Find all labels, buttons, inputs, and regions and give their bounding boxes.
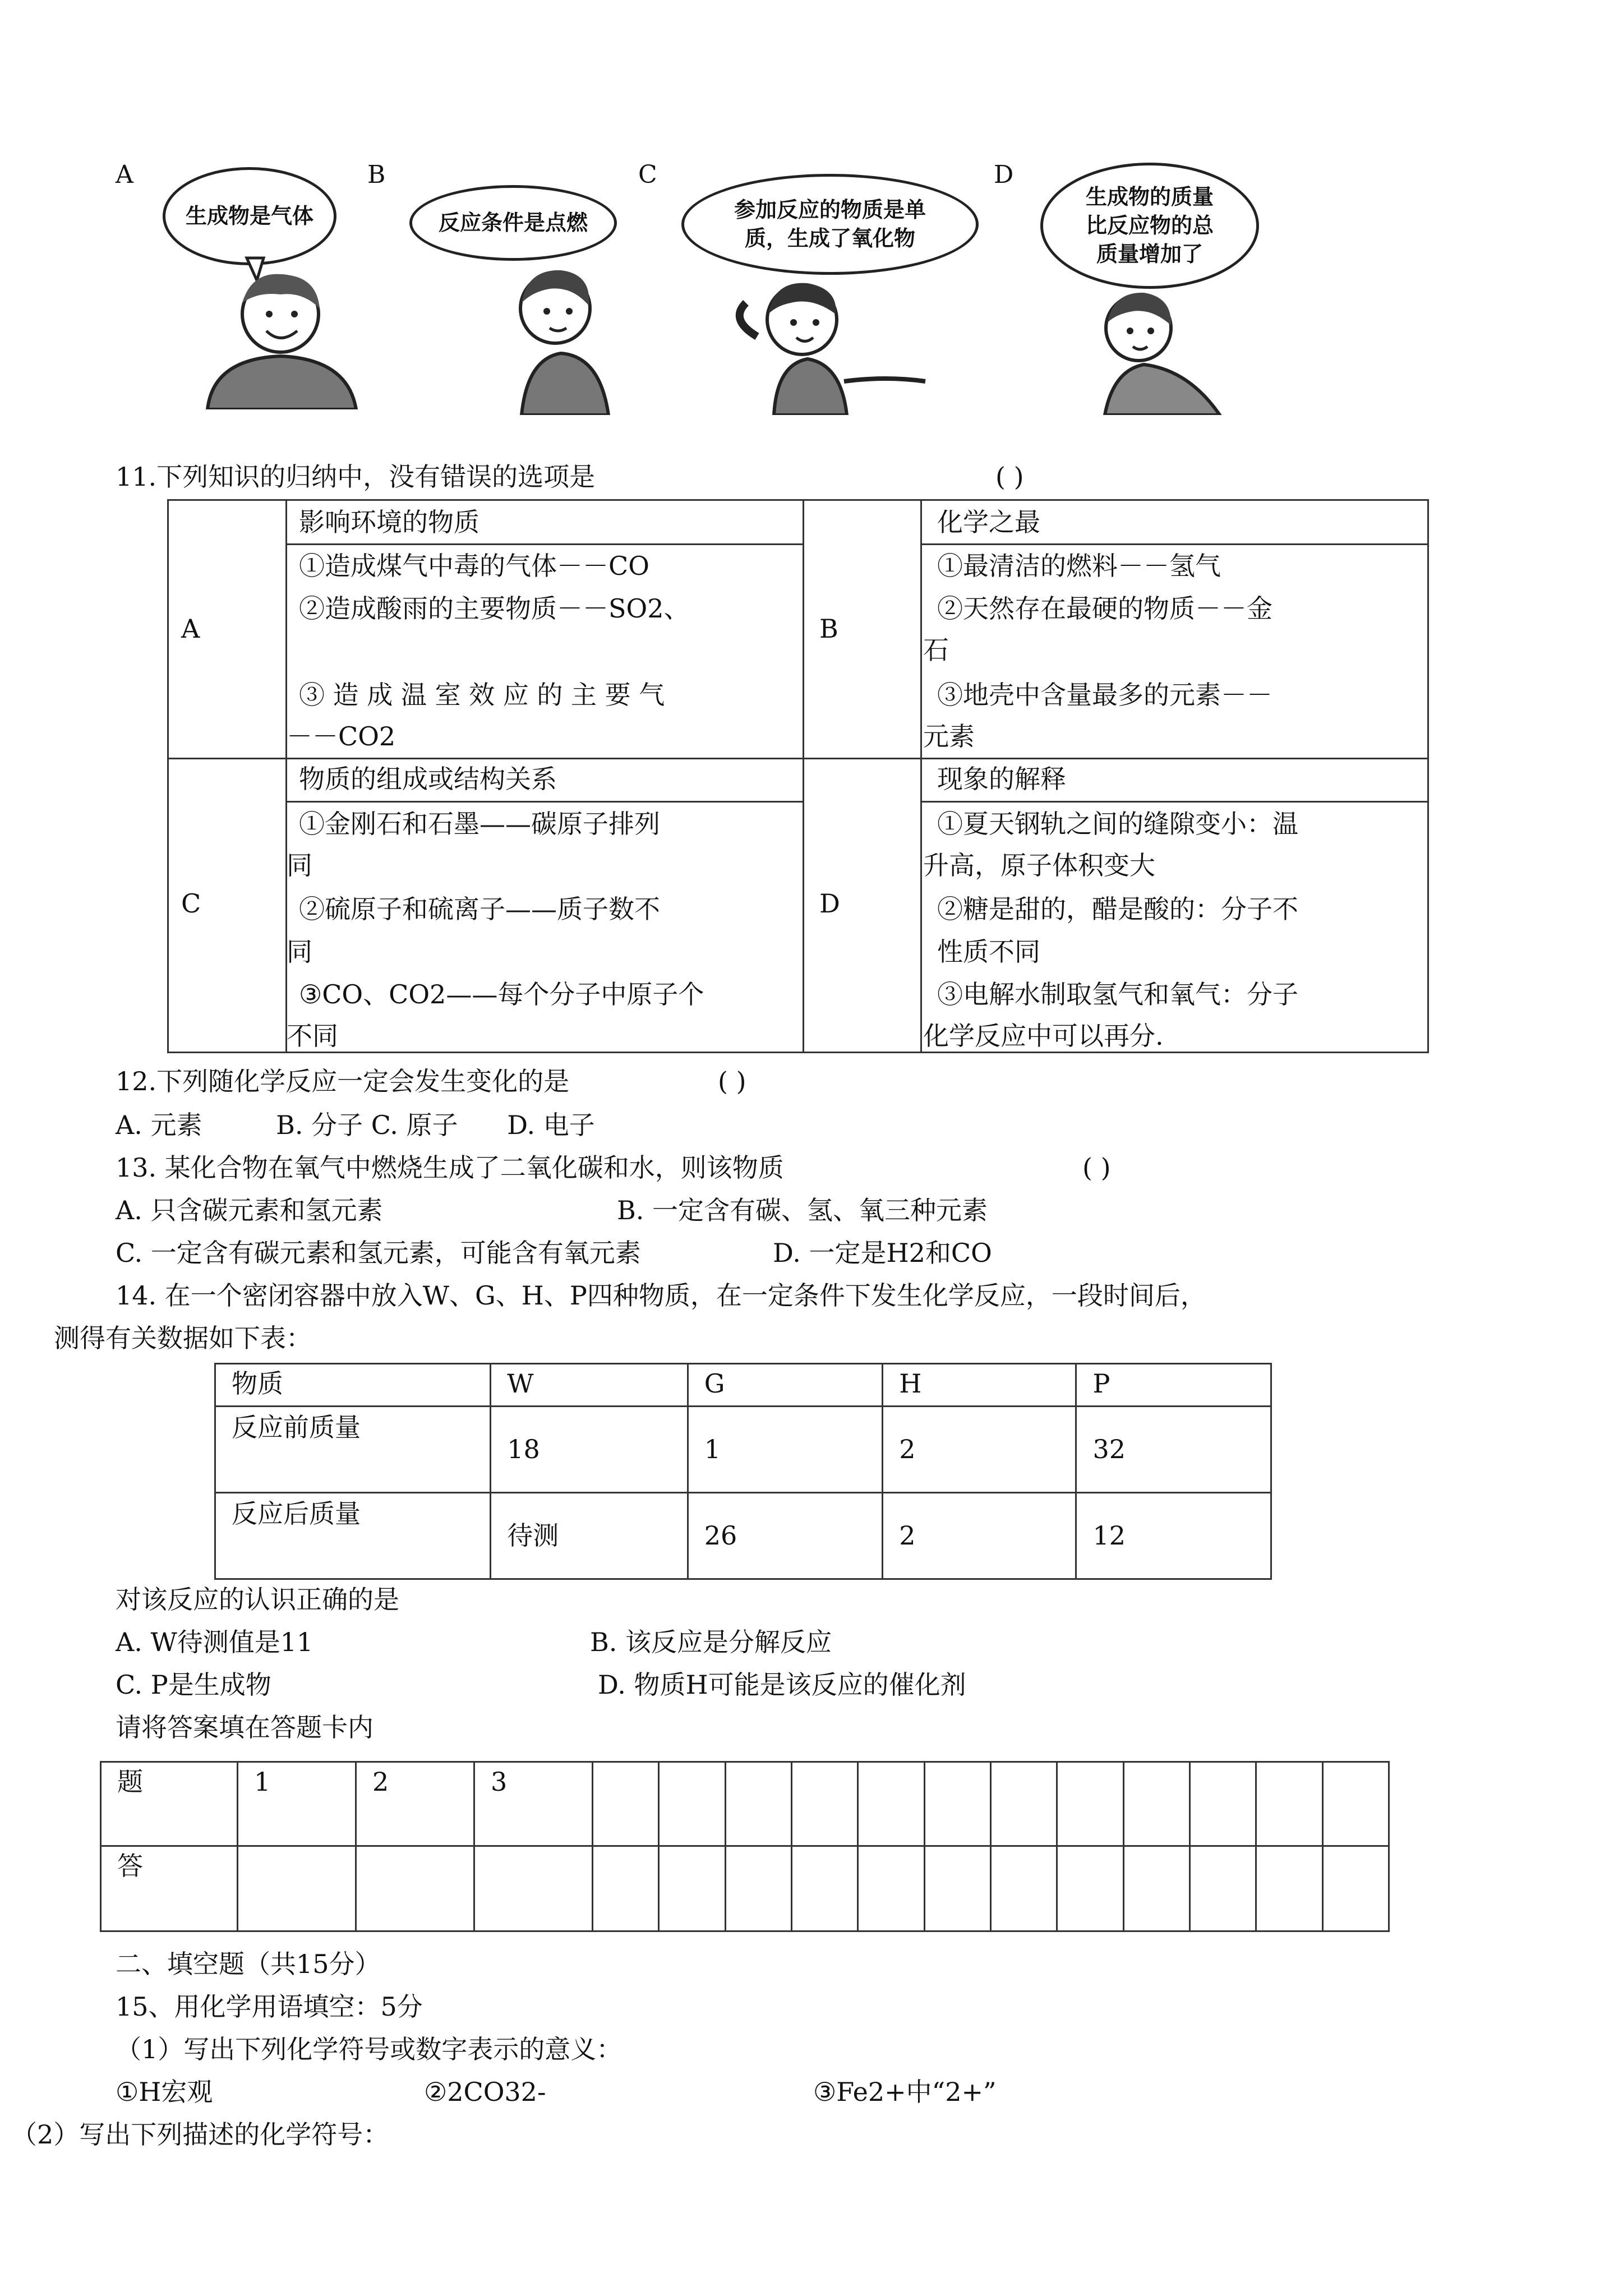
q11-option-a-header: 影响环境的物质	[299, 507, 479, 537]
q14-stem-line1: 14. 在一个密闭容器中放入W、G、H、P四种物质，在一定条件下发生化学反应，一段时间后，	[116, 1280, 1206, 1311]
question-number-cell	[924, 1762, 990, 1846]
speech-text-b: 反应条件是点燃	[438, 210, 588, 235]
q12-stem: 12.下列随化学反应一定会发生变化的是	[116, 1066, 570, 1096]
table-header-cell: H	[883, 1364, 1076, 1407]
question-number-cell	[1322, 1762, 1389, 1846]
answer-cell[interactable]	[593, 1846, 659, 1931]
q11-option-c-header: 物质的组成或结构关系	[299, 764, 557, 794]
table-cell: 2	[883, 1407, 1076, 1493]
question-number-cell	[1057, 1762, 1123, 1846]
q11-b-line: ①最清洁的燃料－－氢气	[937, 551, 1221, 581]
answer-cell[interactable]	[990, 1846, 1057, 1931]
q11-c-line: 同	[287, 850, 312, 880]
speech-bubble-c	[681, 174, 979, 275]
answer-card-table	[100, 1761, 1390, 1932]
boy-cartoon-b	[488, 252, 634, 415]
answer-cell[interactable]	[1057, 1846, 1123, 1931]
speech-bubble-b	[409, 185, 617, 261]
q14-option-c: C. P是生成物	[116, 1670, 271, 1700]
answer-cell[interactable]	[659, 1846, 725, 1931]
q15-item1: ①H宏观	[116, 2077, 213, 2107]
q11-c-line: 不同	[287, 1021, 338, 1051]
q11-option-b-label: B	[819, 614, 838, 644]
answer-cell[interactable]	[238, 1846, 356, 1931]
divider	[285, 501, 287, 1052]
q11-b-line: 元素	[923, 721, 975, 751]
q15-sub1: （1）写出下列化学符号或数字表示的意义：	[116, 2034, 623, 2064]
q11-a-line: －－CO2	[287, 721, 396, 751]
q14-stem-line2: 测得有关数据如下表：	[54, 1323, 312, 1353]
answer-card-row-label: 答	[101, 1846, 238, 1931]
speech-text-a: 生成物是气体	[185, 203, 313, 228]
table-cell: 1	[688, 1407, 882, 1493]
question-number-cell	[659, 1762, 725, 1846]
table-cell: 反应前质量	[215, 1407, 491, 1493]
answer-card-number-row	[101, 1762, 1389, 1846]
q11-d-line: ②糖是甜的，醋是酸的：分子不	[937, 894, 1298, 924]
question-number-cell	[791, 1762, 857, 1846]
table-cell: 26	[688, 1493, 882, 1579]
answer-cell[interactable]	[1189, 1846, 1256, 1931]
table-cell: 32	[1076, 1407, 1271, 1493]
question-number-cell	[1256, 1762, 1322, 1846]
question-number-cell: 1	[238, 1762, 356, 1846]
speech-bubble-d	[1040, 163, 1259, 289]
answer-cell[interactable]	[474, 1846, 593, 1931]
table-header-cell: 物质	[215, 1364, 491, 1407]
divider	[285, 801, 803, 803]
table-header-cell: P	[1076, 1364, 1271, 1407]
question-number-cell: 2	[356, 1762, 474, 1846]
question-number-cell	[725, 1762, 791, 1846]
answer-cell[interactable]	[1256, 1846, 1322, 1931]
q11-a-line: ②造成酸雨的主要物质－－SO2、	[299, 593, 690, 624]
q11-options-table	[167, 499, 1429, 1053]
answer-cell[interactable]	[725, 1846, 791, 1931]
section2-title: 二、填空题（共15分）	[116, 1949, 381, 1979]
answer-cell[interactable]	[858, 1846, 924, 1931]
q11-d-line: 升高，原子体积变大	[923, 850, 1155, 880]
q11-option-b-header: 化学之最	[937, 507, 1040, 537]
table-row	[215, 1364, 1271, 1407]
table-row	[215, 1493, 1271, 1579]
table-cell: 2	[883, 1493, 1076, 1579]
q11-c-line: ②硫原子和硫离子——质子数不	[299, 894, 660, 924]
question-number-cell	[858, 1762, 924, 1846]
q11-c-line: 同	[287, 937, 312, 967]
q11-option-d-label: D	[819, 888, 840, 919]
q15-item3: ③Fe2+中“2+”	[813, 2077, 997, 2107]
q13-option-a: A. 只含碳元素和氢元素	[116, 1195, 383, 1225]
question-number-cell	[1123, 1762, 1189, 1846]
answer-card-instruction: 请将答案填在答题卡内	[116, 1712, 374, 1742]
answer-cell[interactable]	[356, 1846, 474, 1931]
option-c-letter: C	[638, 160, 657, 189]
q11-d-line: 化学反应中可以再分.	[923, 1021, 1164, 1051]
boy-cartoon-d	[1082, 280, 1251, 415]
answer-card-answer-row	[101, 1846, 1389, 1931]
question-number-cell	[1189, 1762, 1256, 1846]
option-a-letter: A	[116, 160, 133, 189]
q11-b-line: 石	[923, 635, 949, 665]
answer-cell[interactable]	[1123, 1846, 1189, 1931]
speech-text-d-line1: 生成物的质量	[1085, 184, 1214, 209]
q13-option-d: D. 一定是H2和CO	[773, 1238, 992, 1268]
q13-stem: 13. 某化合物在氧气中燃烧生成了二氧化碳和水，则该物质	[116, 1152, 784, 1183]
q14-option-d: D. 物质H可能是该反应的催化剂	[598, 1670, 966, 1700]
divider	[920, 801, 1427, 803]
q15-stem: 15、用化学用语填空：5分	[116, 1991, 423, 2022]
q14-option-b: B. 该反应是分解反应	[590, 1627, 832, 1657]
q11-b-line: ②天然存在最硬的物质－－金	[937, 593, 1272, 624]
table-cell: 待测	[491, 1493, 688, 1579]
answer-card-row-label: 题	[101, 1762, 238, 1846]
divider	[920, 543, 1427, 545]
q15-item2: ②2CO32-	[424, 2077, 546, 2107]
q13-option-b: B. 一定含有碳、氢、氧三种元素	[617, 1195, 988, 1225]
option-b-letter: B	[367, 160, 386, 189]
table-header-cell: G	[688, 1364, 882, 1407]
q12-options: A. 元素 B. 分子 C. 原子 D. 电子	[116, 1110, 595, 1140]
boy-cartoon-a	[196, 247, 365, 409]
question-number-cell	[990, 1762, 1057, 1846]
q14-prompt: 对该反应的认识正确的是	[116, 1584, 399, 1615]
q13-option-c: C. 一定含有碳元素和氢元素，可能含有氧元素	[116, 1238, 641, 1268]
speech-text-d-line2: 比反应物的总	[1085, 213, 1214, 238]
q14-data-table	[214, 1363, 1272, 1580]
q11-b-line: ③地壳中含量最多的元素－－	[937, 680, 1272, 710]
q11-option-d-header: 现象的解释	[937, 764, 1066, 794]
q11-stem: 11.下列知识的归纳中，没有错误的选项是	[116, 462, 596, 492]
table-cell: 12	[1076, 1493, 1271, 1579]
q11-a-line: ③ 造 成 温 室 效 应 的 主 要 气	[299, 680, 665, 710]
q11-option-a-label: A	[181, 614, 200, 644]
q12-answer-paren: ( )	[718, 1066, 746, 1096]
girl-cartoon-c	[723, 269, 942, 415]
q14-option-a: A. W待测值是11	[116, 1627, 313, 1657]
q11-d-line: ③电解水制取氢气和氧气：分子	[937, 979, 1298, 1009]
q11-option-c-label: C	[181, 888, 201, 919]
q11-c-line: ③CO、CO2——每个分子中原子个	[299, 979, 704, 1009]
speech-text-d-line3: 质量增加了	[1096, 242, 1203, 267]
option-d-letter: D	[994, 160, 1014, 189]
divider	[803, 501, 804, 1052]
speech-text-c-line2: 质，生成了氧化物	[744, 226, 915, 251]
q11-d-line: 性质不同	[937, 937, 1040, 967]
q11-c-line: ①金刚石和石墨——碳原子排列	[299, 809, 660, 839]
table-row	[215, 1407, 1271, 1493]
divider	[920, 501, 922, 1052]
question-number-cell: 3	[474, 1762, 593, 1846]
q15-sub2: （2）写出下列描述的化学符号：	[11, 2119, 389, 2150]
q11-d-line: ①夏天钢轨之间的缝隙变小：温	[937, 809, 1298, 839]
q11-answer-paren: ( )	[995, 462, 1024, 492]
q13-answer-paren: ( )	[1082, 1152, 1111, 1183]
table-cell: 反应后质量	[215, 1493, 491, 1579]
speech-text-c-line1: 参加反应的物质是单	[734, 197, 926, 222]
answer-cell[interactable]	[924, 1846, 990, 1931]
table-header-cell: W	[491, 1364, 688, 1407]
question-number-cell	[593, 1762, 659, 1846]
answer-cell[interactable]	[791, 1846, 857, 1931]
answer-cell[interactable]	[1322, 1846, 1389, 1931]
q11-a-line: ①造成煤气中毒的气体－－CO	[299, 551, 649, 581]
divider	[285, 543, 803, 545]
table-cell: 18	[491, 1407, 688, 1493]
divider	[169, 758, 1427, 759]
